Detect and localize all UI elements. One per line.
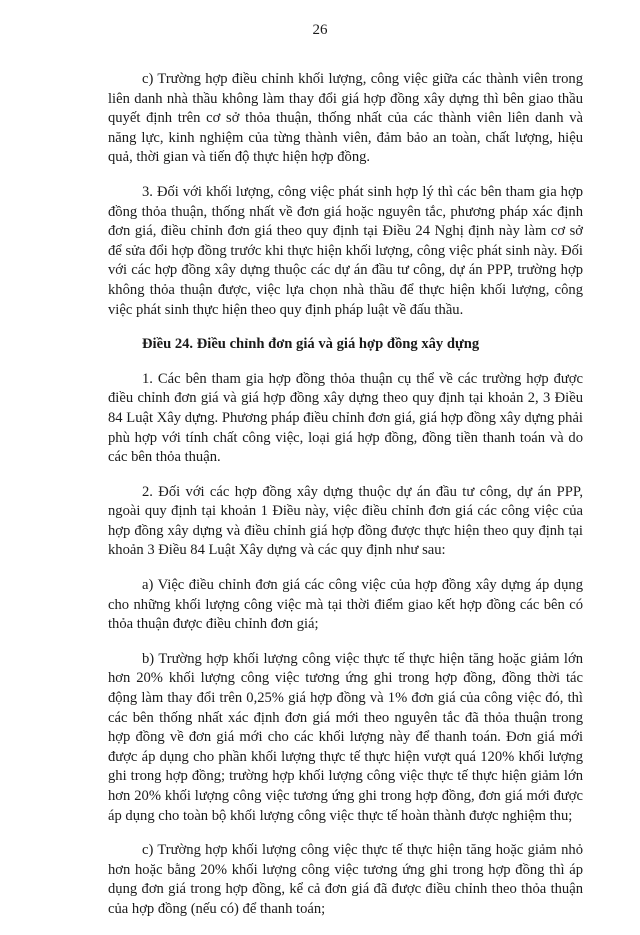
paragraph-a-unit-price: a) Việc điều chỉnh đơn giá các công việc của hợp đồng xây dựng áp dụng cho những khối lượng công việc mà tại thời điểm giao kết hợp đồng các bên có thỏa thuận được điều chỉnh đơn giá; [108,577,583,633]
article-24-heading: Điều 24. Điều chỉnh đơn giá và giá hợp đồng xây dựng [142,336,480,353]
page-number: 26 [312,22,328,38]
paragraph-c-adjust-volume: c) Trường hợp điều chỉnh khối lượng, công việc giữa các thành viên trong liên danh nhà thầu không làm thay đổi giá hợp đồng xây dựng thì bên giao thầu quyết định trên cơ sở thỏa thuận, thống nhất của các thành viên liên danh và năng lực, kinh nghiệm của từng thành viên, đảm bảo an toàn, chất lượng, hiệu quả, thời gian và tiến độ thực hiện hợp đồng. [108,71,583,166]
paragraph-1-price-adjustment: 1. Các bên tham gia hợp đồng thỏa thuận cụ thể về các trường hợp được điều chỉnh đơn giá và giá hợp đồng xây dựng theo quy định tại khoản 2, 3 Điều 84 Luật Xây dựng. Phương pháp điều chỉnh đơn giá, giá hợp đồng xây dựng phải phù hợp với tính chất công việc, loại giá hợp đồng, đồng tiền thanh toán và do các bên thỏa thuận. [108,370,583,466]
paragraph-2-public-investment: 2. Đối với các hợp đồng xây dựng thuộc dự án đầu tư công, dự án PPP, ngoài quy định tại khoản 1 Điều này, việc điều chỉnh đơn giá các công việc của hợp đồng xây dựng và điều chỉnh giá hợp đồng được thực hiện theo quy định tại khoản 3 Điều 84 Luật Xây dựng và các quy định như sau: [108,483,583,559]
paragraph-c-small-change: c) Trường hợp khối lượng công việc thực tế thực hiện tăng hoặc giảm nhỏ hơn hoặc bằng 20% khối lượng công việc tương ứng ghi trong hợp đồng thì áp dụng đơn giá trong hợp đồng, kể cả đơn giá đã được điều chỉnh theo thỏa thuận của hợp đồng (nếu có) để thanh toán; [108,842,583,917]
document-body [108,70,583,935]
paragraph-3-arising-work: 3. Đối với khối lượng, công việc phát sinh hợp lý thì các bên tham gia hợp đồng thỏa thuận, thống nhất về đơn giá hoặc nguyên tắc, phương pháp xác định đơn giá, điều chỉnh đơn giá theo quy định tại Điều 24 Nghị định này làm cơ sở để sửa đổi hợp đồng trước khi thực hiện khối lượng, công việc phát sinh này. Đối với các hợp đồng xây dựng thuộc các dự án đầu tư công, dự án PPP, trường hợp không thỏa thuận được, việc lựa chọn nhà thầu để thực hiện khối lượng, công việc phát sinh thực hiện theo quy định pháp luật về đấu thầu. [108,183,583,318]
paragraph-b-volume-change: b) Trường hợp khối lượng công việc thực tế thực hiện tăng hoặc giảm lớn hơn 20% khối lượng công việc tương ứng ghi trong hợp đồng, đồng thời tác động làm thay đổi trên 0,25% giá hợp đồng và 1% đơn giá của công việc đó, thì các bên thống nhất xác định đơn giá mới theo nguyên tắc đã thỏa thuận trong hợp đồng về đơn giá mới cho các khối lượng này để thanh toán. Đơn giá mới được áp dụng cho phần khối lượng thực tế thực hiện vượt quá 120% khối lượng ghi trong hợp đồng; trường hợp khối lượng công việc thực tế thực hiện giảm lớn hơn 20% khối lượng công việc tương ứng ghi trong hợp đồng, đơn giá mới được áp dụng cho toàn bộ khối lượng công việc thực tế hoàn thành được nghiệm thu; [108,650,583,824]
